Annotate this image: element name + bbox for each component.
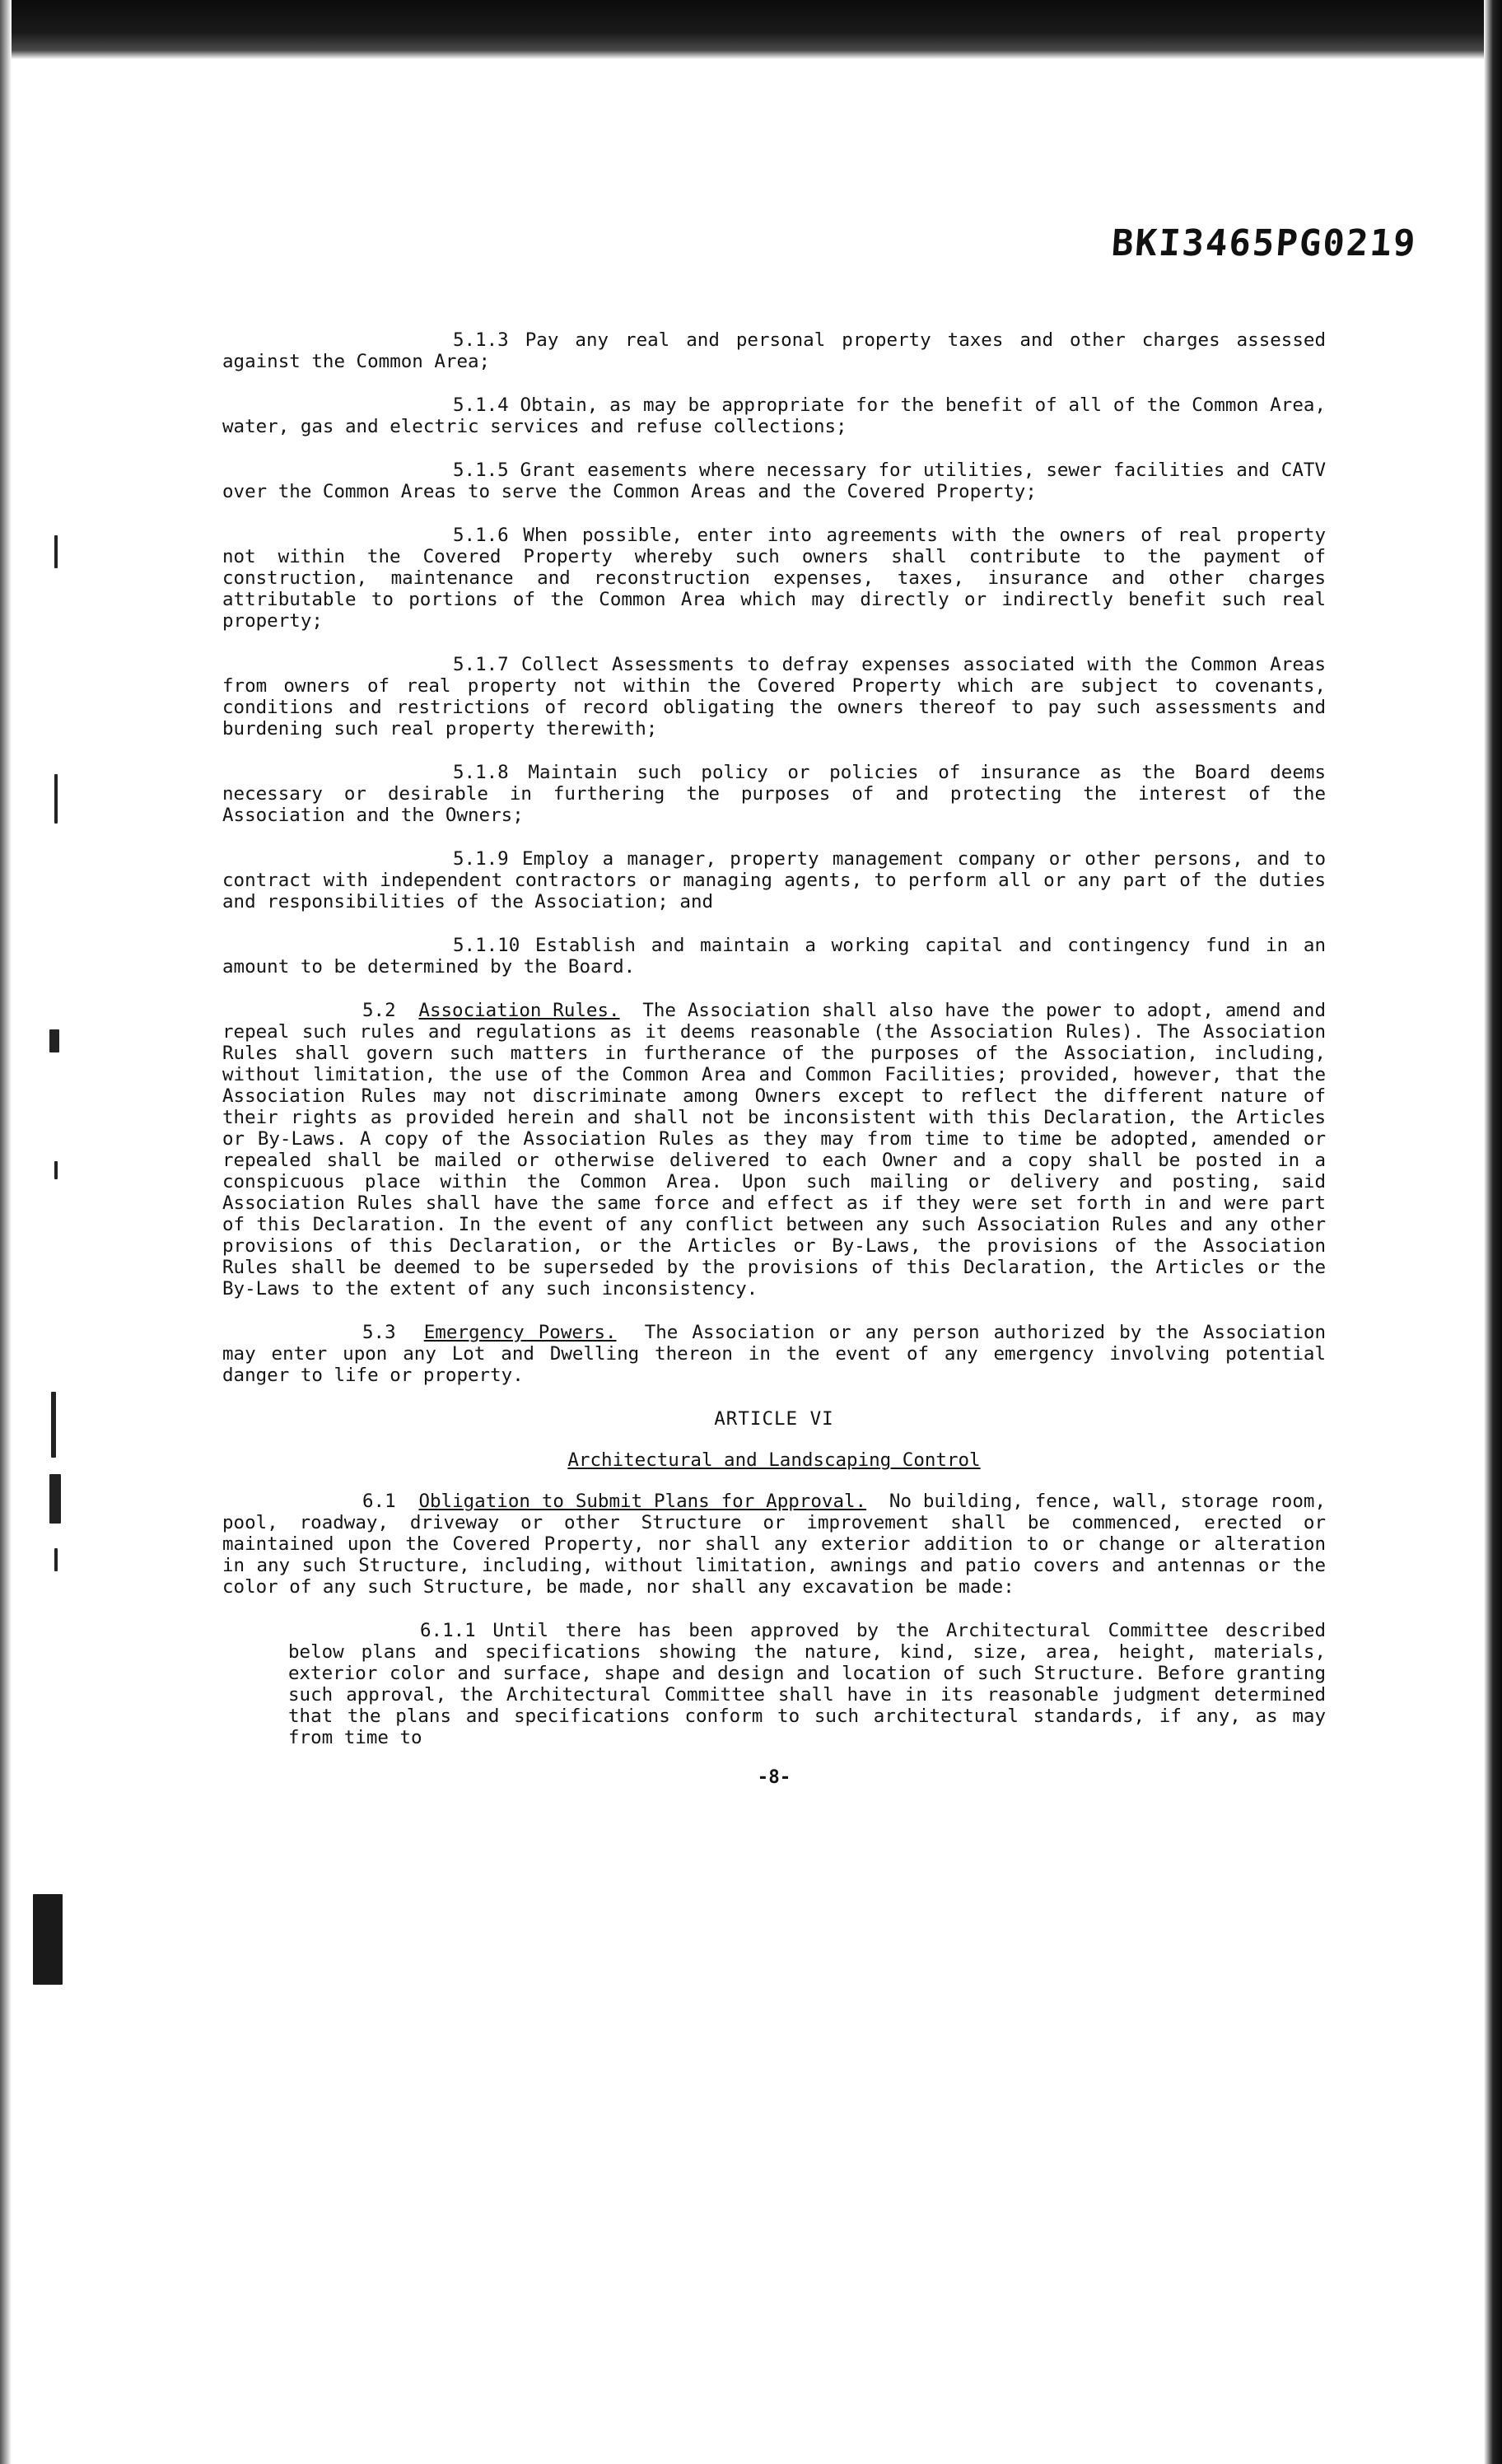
section-title: Obligation to Submit Plans for Approval. — [418, 1491, 867, 1512]
paragraph-5-1-3: 5.1.3 Pay any real and personal property taxes and other charges assessed against the Common Area; — [222, 329, 1326, 372]
section-6-1-1: 6.1.1 Until there has been approved by the Architectural Committee described below plans and specifications showing the nature, kind, size, area, height, materials, exterior color and surface, shape and design and location of such Structure. Before granting such approval, the Architectural Committee shall have in its reasonable judgment determined that the plans and specifications conform to such architectural standards, if any, as may from time to — [288, 1620, 1326, 1748]
section-body: The Association shall also have the power to adopt, amend and repeal such rules and regulations as it deems reasonable (the Association Rules). The Association Rules shall govern such matters in furtherance of the purposes of the Association, including, without limitation, the use of the Common Area and Common Facilities; provided, however, that the Association Rules may not discriminate among Owners except to reflect the different nature of their rights as provided herein and shall not be inconsistent with this Declaration, the Articles or By-Laws. A copy of the Association Rules as they may from time to time be adopted, amended or repealed shall be mailed or otherwise delivered to each Owner and a copy shall be posted in a conspicuous place within the Common Area. Upon such mailing or delivery and posting, said Association Rules shall have the same force and effect as if they were set forth in and were part of this Declaration. In the event of any conflict between any such Association Rules and any other provisions of this Declaration, or the Articles or By-Laws, the provisions of the Association Rules shall be deemed to be superseded by the provisions of this Declaration, the Articles or the By-Laws to the extent of any such inconsistency. — [222, 1000, 1326, 1300]
section-number: 5.3 — [362, 1322, 396, 1343]
margin-mark — [54, 1161, 58, 1179]
scan-border-top — [0, 0, 1502, 59]
article-subheading: Architectural and Landscaping Control — [567, 1449, 981, 1471]
paragraph-5-1-4: 5.1.4 Obtain, as may be appropriate for the benefit of all of the Common Area, water, gas and electric services and refuse collections; — [222, 394, 1326, 437]
margin-mark — [49, 1029, 59, 1052]
section-body: No building, fence, wall, storage room, pool, roadway, driveway or other Structure or improvement shall be commenced, erected or maintained upon the Covered Property, nor shall any exterior addition to or change or alteration in any such Structure, including, without limitation, awnings and patio covers and antennas or the color of any such Structure, be made, nor shall any excavation be made: — [222, 1491, 1326, 1598]
section-number: 6.1 — [362, 1491, 396, 1512]
section-title: Association Rules. — [418, 1000, 620, 1021]
scan-border-left — [0, 0, 12, 2464]
margin-mark — [33, 1894, 63, 1985]
section-5-3 — [222, 1322, 1326, 1386]
paragraph-5-1-6: 5.1.6 When possible, enter into agreements with the owners of real property not within the Covered Property whereby such owners shall contribute to the payment of construction, maintenance and reconstruction expenses, taxes, insurance and other charges attributable to portions of the Common Area which may directly or indirectly benefit such real property; — [222, 525, 1326, 632]
section-5-2 — [222, 1000, 1326, 1300]
margin-mark — [54, 535, 58, 568]
margin-mark — [51, 1392, 56, 1458]
section-6-1 — [222, 1491, 1326, 1598]
paragraph-5-1-8: 5.1.8 Maintain such policy or policies of insurance as the Board deems necessary or desirable in furthering the purposes of and protecting the interest of the Association and the Owners; — [222, 762, 1326, 826]
document-number: BKI3465PG0219 — [1110, 222, 1419, 264]
section-body: The Association or any person authorized by the Association may enter upon any Lot and Dwelling thereon in the event of any emergency involving potential danger to life or property. — [222, 1322, 1326, 1386]
paragraph-5-1-9: 5.1.9 Employ a manager, property management company or other persons, and to contract with independent contractors or managing agents, to perform all or any part of the duties and responsibilities of the Association; and — [222, 848, 1326, 912]
scan-border-right — [1484, 0, 1502, 2464]
paragraph-5-1-10: 5.1.10 Establish and maintain a working capital and contingency fund in an amount to be determined by the Board. — [222, 935, 1326, 978]
section-number: 5.2 — [362, 1000, 396, 1021]
document-page — [222, 329, 1326, 1807]
article-heading: ARTICLE VI — [714, 1408, 834, 1430]
paragraph-5-1-7: 5.1.7 Collect Assessments to defray expenses associated with the Common Areas from owners of real property not within the Covered Property which are subject to covenants, conditions and restrictions of record obligating the owners thereof to pay such assessments and burdening such real property therewith; — [222, 654, 1326, 740]
margin-mark — [49, 1474, 61, 1524]
section-title: Emergency Powers. — [423, 1322, 617, 1343]
margin-mark — [54, 774, 58, 824]
margin-mark — [54, 1548, 58, 1571]
paragraph-5-1-5: 5.1.5 Grant easements where necessary for utilities, sewer facilities and CATV over the Common Areas to serve the Common Areas and the Covered Property; — [222, 460, 1326, 502]
page-number: -8- — [757, 1766, 791, 1788]
